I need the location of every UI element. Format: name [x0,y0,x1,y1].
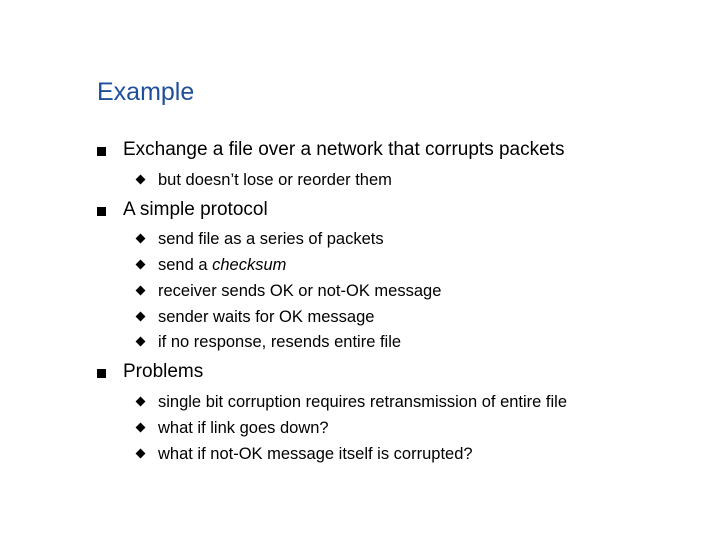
diamond-bullet-icon [136,449,146,459]
bullet-text: A simple protocol [123,199,268,220]
sub-bullet-item [0,256,720,278]
sub-bullet-text: send file as a series of packets [158,230,384,248]
bullet-item [0,199,720,225]
sub-bullet-item [0,393,720,415]
bullet-item [0,361,720,387]
bullet-text: Exchange a file over a network that corrupts packets [123,139,565,160]
square-bullet-icon [97,147,106,156]
sub-bullet-text: receiver sends OK or not-OK message [158,282,442,300]
sub-bullet-text: single bit corruption requires retransmission of entire file [158,393,568,411]
sub-bullet-item [0,230,720,252]
diamond-bullet-icon [136,397,146,407]
square-bullet-icon [97,369,106,378]
sub-bullet-text: what if link goes down? [158,419,329,437]
diamond-bullet-icon [136,423,146,433]
sub-bullet-item [0,171,720,193]
sub-bullet-text: what if not-OK message itself is corrupted? [158,445,473,463]
diamond-bullet-icon [136,337,146,347]
slide-title: Example [97,78,195,106]
bullet-item [0,139,720,165]
checksum-prefix: send a [158,256,213,274]
diamond-bullet-icon [136,260,146,270]
sub-bullet-item [0,419,720,441]
sub-bullet-text [158,256,286,275]
sub-bullet-text: if no response, resends entire file [158,333,402,351]
diamond-bullet-icon [136,312,146,322]
sub-bullet-text: but doesn’t lose or reorder them [158,171,392,189]
diamond-bullet-icon [136,286,146,296]
diamond-bullet-icon [136,175,146,185]
sub-bullet-item [0,308,720,330]
sub-bullet-item [0,282,720,304]
square-bullet-icon [97,207,106,216]
bullet-text: Problems [123,361,204,382]
checksum-emphasis: checksum [212,256,287,274]
sub-bullet-item [0,445,720,467]
sub-bullet-item [0,333,720,355]
diamond-bullet-icon [136,234,146,244]
sub-bullet-text: sender waits for OK message [158,308,375,326]
